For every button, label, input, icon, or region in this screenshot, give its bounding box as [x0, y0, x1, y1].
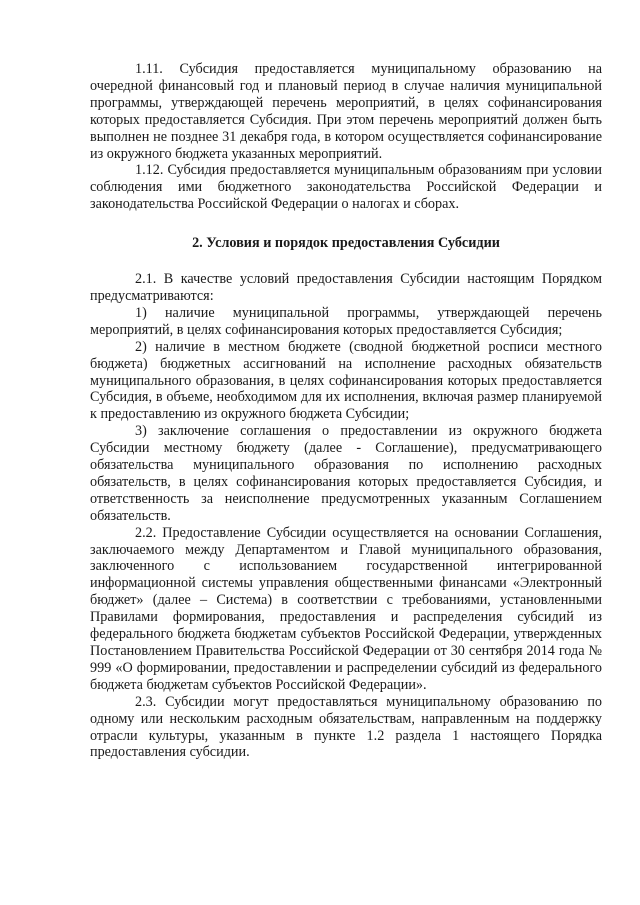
paragraph-2-1: 2.1. В качестве условий предоставления Субсидии настоящим Порядком предусматриваются:	[90, 271, 602, 304]
paragraph-2-2: 2.2. Предоставление Субсидии осуществляется на основании Соглашения, заключаемого между Департаментом и Главой муниципального образования, заключенного с использованием государственной интегрированной информационной системы управления общественными финансами «Электронный бюджет» (далее – Система) в соответствии с требованиями, установленными Правилами формирования, предоставления и распределения субсидий из федерального бюджета бюджетам субъектов Российской Федерации, утвержденных Постановлением Правительства Российской Федерации от 30 сентября 2014 года № 999 «О формировании, предоставлении и распределении субсидий из федерального бюджета бюджетам субъектов Российской Федерации».	[90, 524, 602, 693]
list-item-condition-1: 1) наличие муниципальной программы, утверждающей перечень мероприятий, в целях софинансирования которых предоставляется Субсидия;	[90, 304, 602, 338]
section-heading: 2. Условия и порядок предоставления Субсидии	[192, 235, 500, 252]
paragraph-1-12: 1.12. Субсидия предоставляется муниципальным образованиям при условии соблюдения ими бюджетного законодательства Российской Федерации и законодательства Российской Федерации о налогах и сборах.	[90, 162, 602, 213]
list-item-condition-3: 3) заключение соглашения о предоставлении из окружного бюджета Субсидии местному бюджету (далее - Соглашение), предусматривающего обязательства муниципального образования по исполнению расходных обязательств, в целях софинансирования которых предоставляется Субсидия, и ответственность за неисполнение предусмотренных указанным Соглашением обязательств.	[90, 423, 602, 524]
paragraph-1-11: 1.11. Субсидия предоставляется муниципальному образованию на очередной финансовый год и плановый период в случае наличия муниципальной программы, утверждающей перечень мероприятий, в целях софинансирования которых предоставляется Субсидия. При этом перечень мероприятий должен быть выполнен не позднее 31 декабря года, в котором осуществляется софинансирование из окружного бюджета указанных мероприятий.	[90, 61, 602, 162]
document-body	[90, 61, 602, 761]
paragraph-2-3: 2.3. Субсидии могут предоставляться муниципальному образованию по одному или нескольким расходным обязательствам, направленным на поддержку отрасли культуры, указанным в пункте 1.2 раздела 1 настоящего Порядка предоставления субсидии.	[90, 693, 602, 761]
list-item-condition-2: 2) наличие в местном бюджете (сводной бюджетной росписи местного бюджета) бюджетных ассигнований на исполнение расходных обязательств муниципального образования, в целях софинансирования которых предоставляется Субсидия, в объеме, необходимом для их исполнения, включая размер планируемой к предоставлению из окружного бюджета Субсидии;	[90, 338, 602, 423]
